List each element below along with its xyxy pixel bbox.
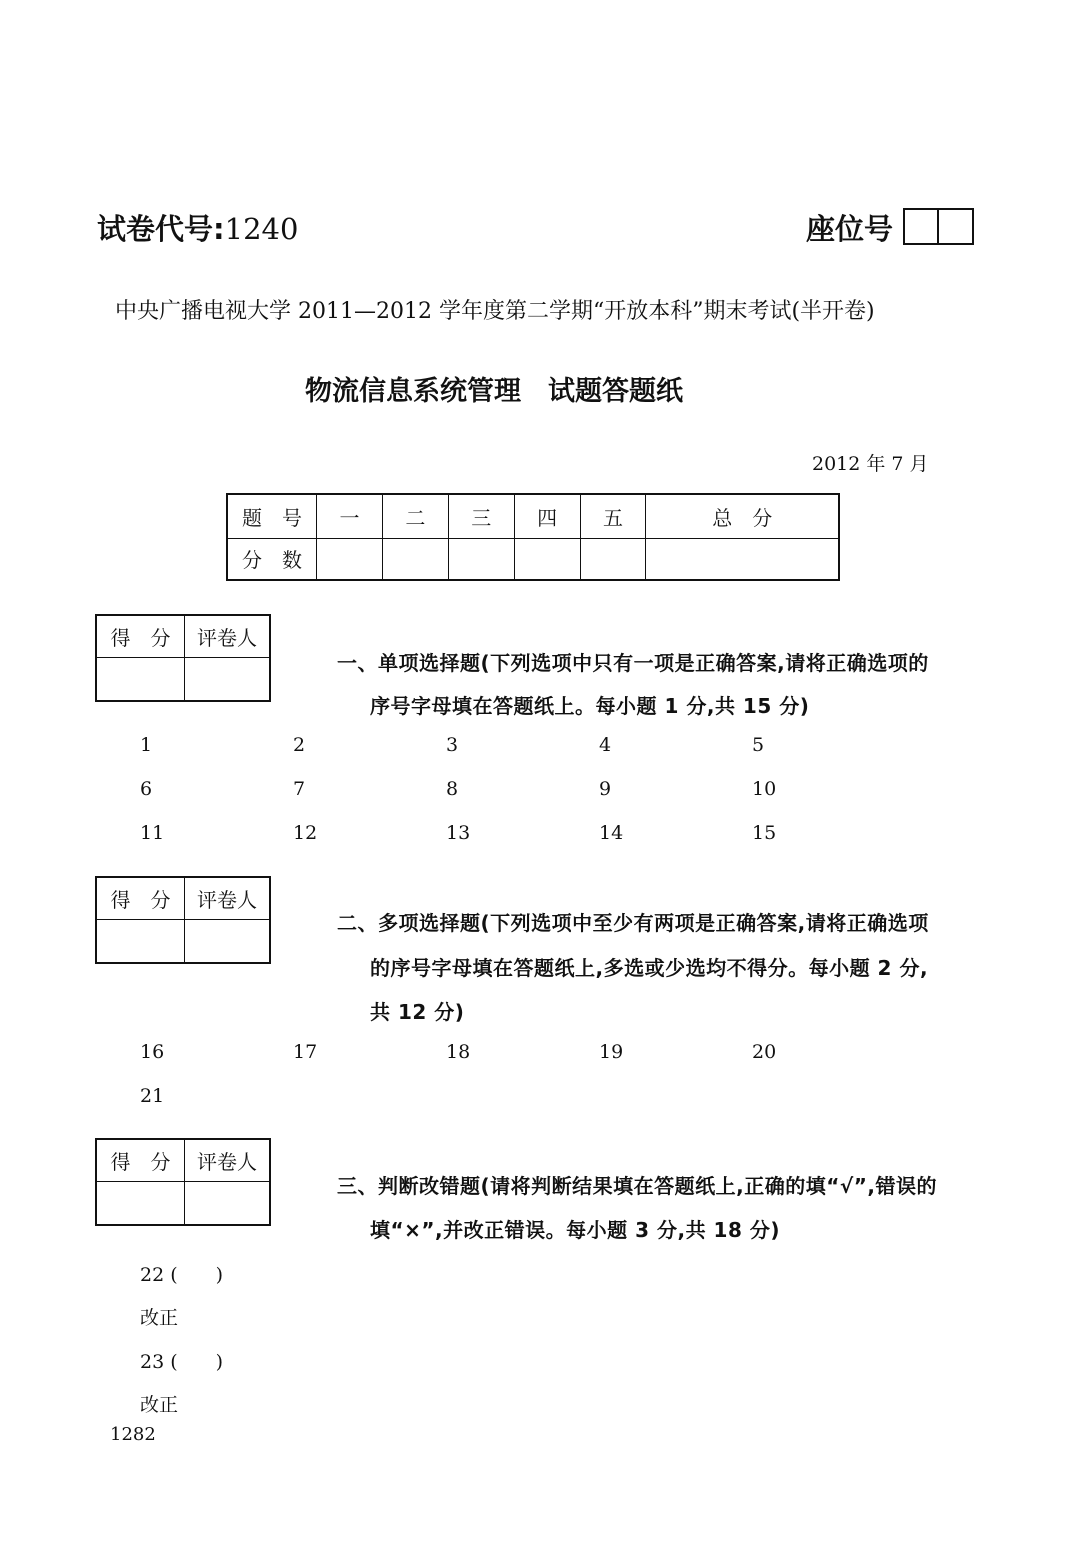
column-header-1: 一 (317, 494, 383, 538)
grader-box-section-3 (95, 1138, 271, 1226)
judgment-item-22: 22 ( ) (140, 1264, 224, 1286)
grader-score-cell[interactable] (96, 1181, 185, 1225)
question-number: 9 (599, 778, 612, 800)
question-number: 12 (293, 822, 318, 844)
column-header-2: 二 (382, 494, 448, 538)
exam-date: 2012 年 7 月 (812, 453, 929, 475)
question-number: 7 (293, 778, 306, 800)
question-number: 15 (752, 822, 777, 844)
subject-title: 物流信息系统管理 试题答题纸 (305, 376, 683, 407)
grader-score-label: 得 分 (96, 615, 185, 657)
question-number: 2 (293, 734, 306, 756)
question-number: 19 (599, 1041, 624, 1063)
paper-code-label (97, 207, 298, 248)
page-number: 1282 (110, 1424, 156, 1445)
grader-box-section-1 (95, 614, 271, 702)
grader-score-cell[interactable] (96, 657, 185, 701)
paper-code-separator: : (213, 212, 225, 246)
score-cell-1[interactable] (317, 538, 383, 580)
grader-name-label: 评卷人 (185, 1139, 271, 1181)
grader-score-label: 得 分 (96, 1139, 185, 1181)
seat-number-box-2[interactable] (937, 208, 974, 245)
judgment-item-23: 23 ( ) (140, 1351, 224, 1373)
section-2-instructions-line-1: 二、多项选择题(下列选项中至少有两项是正确答案,请将正确选项 (337, 911, 929, 935)
grader-name-cell[interactable] (185, 657, 271, 701)
question-number: 4 (599, 734, 612, 756)
correction-label-23: 改正 (140, 1394, 179, 1416)
paper-code-label-text: 试卷代号 (97, 212, 214, 246)
score-row-header: 分 数 (227, 538, 317, 580)
section-1-instructions-line-1: 一、单项选择题(下列选项中只有一项是正确答案,请将正确选项的 (337, 651, 929, 675)
column-header-total: 总 分 (646, 494, 839, 538)
question-number: 11 (140, 822, 165, 844)
question-number: 3 (446, 734, 459, 756)
question-number: 13 (446, 822, 471, 844)
grader-score-cell[interactable] (96, 919, 185, 963)
grader-name-label: 评卷人 (185, 877, 271, 919)
grader-score-label: 得 分 (96, 877, 185, 919)
correction-label-22: 改正 (140, 1307, 179, 1329)
section-2-instructions-line-3: 共 12 分) (370, 1000, 465, 1024)
section-3-instructions-line-2: 填“×”,并改正错误。每小题 3 分,共 18 分) (370, 1218, 780, 1242)
column-header-5: 五 (580, 494, 646, 538)
seat-number-box-1[interactable] (903, 208, 940, 245)
score-cell-5[interactable] (580, 538, 646, 580)
question-number: 21 (140, 1085, 165, 1107)
question-number: 17 (293, 1041, 318, 1063)
column-header-4: 四 (514, 494, 580, 538)
question-number: 5 (752, 734, 765, 756)
score-cell-4[interactable] (514, 538, 580, 580)
section-3-instructions-line-1: 三、判断改错题(请将判断结果填在答题纸上,正确的填“√”,错误的 (337, 1174, 937, 1198)
question-number: 20 (752, 1041, 777, 1063)
score-summary-table (226, 493, 840, 581)
section-2-instructions-line-2: 的序号字母填在答题纸上,多选或少选均不得分。每小题 2 分, (370, 956, 929, 980)
question-number: 10 (752, 778, 777, 800)
grader-name-label: 评卷人 (185, 615, 271, 657)
question-number: 8 (446, 778, 459, 800)
grader-name-cell[interactable] (185, 919, 271, 963)
question-number: 16 (140, 1041, 165, 1063)
question-number: 14 (599, 822, 624, 844)
question-number: 1 (140, 734, 153, 756)
seat-number-label: 座位号 (806, 212, 894, 246)
section-1-instructions-line-2: 序号字母填在答题纸上。每小题 1 分,共 15 分) (370, 694, 810, 718)
question-number-header: 题 号 (227, 494, 317, 538)
exam-title: 中央广播电视大学 2011—2012 学年度第二学期“开放本科”期末考试(半开卷) (115, 299, 875, 324)
score-cell-2[interactable] (382, 538, 448, 580)
grader-name-cell[interactable] (185, 1181, 271, 1225)
column-header-3: 三 (448, 494, 514, 538)
grader-box-section-2 (95, 876, 271, 964)
score-cell-3[interactable] (448, 538, 514, 580)
question-number: 6 (140, 778, 153, 800)
question-number: 18 (446, 1041, 471, 1063)
paper-code-value: 1240 (224, 212, 299, 246)
score-cell-total[interactable] (646, 538, 839, 580)
